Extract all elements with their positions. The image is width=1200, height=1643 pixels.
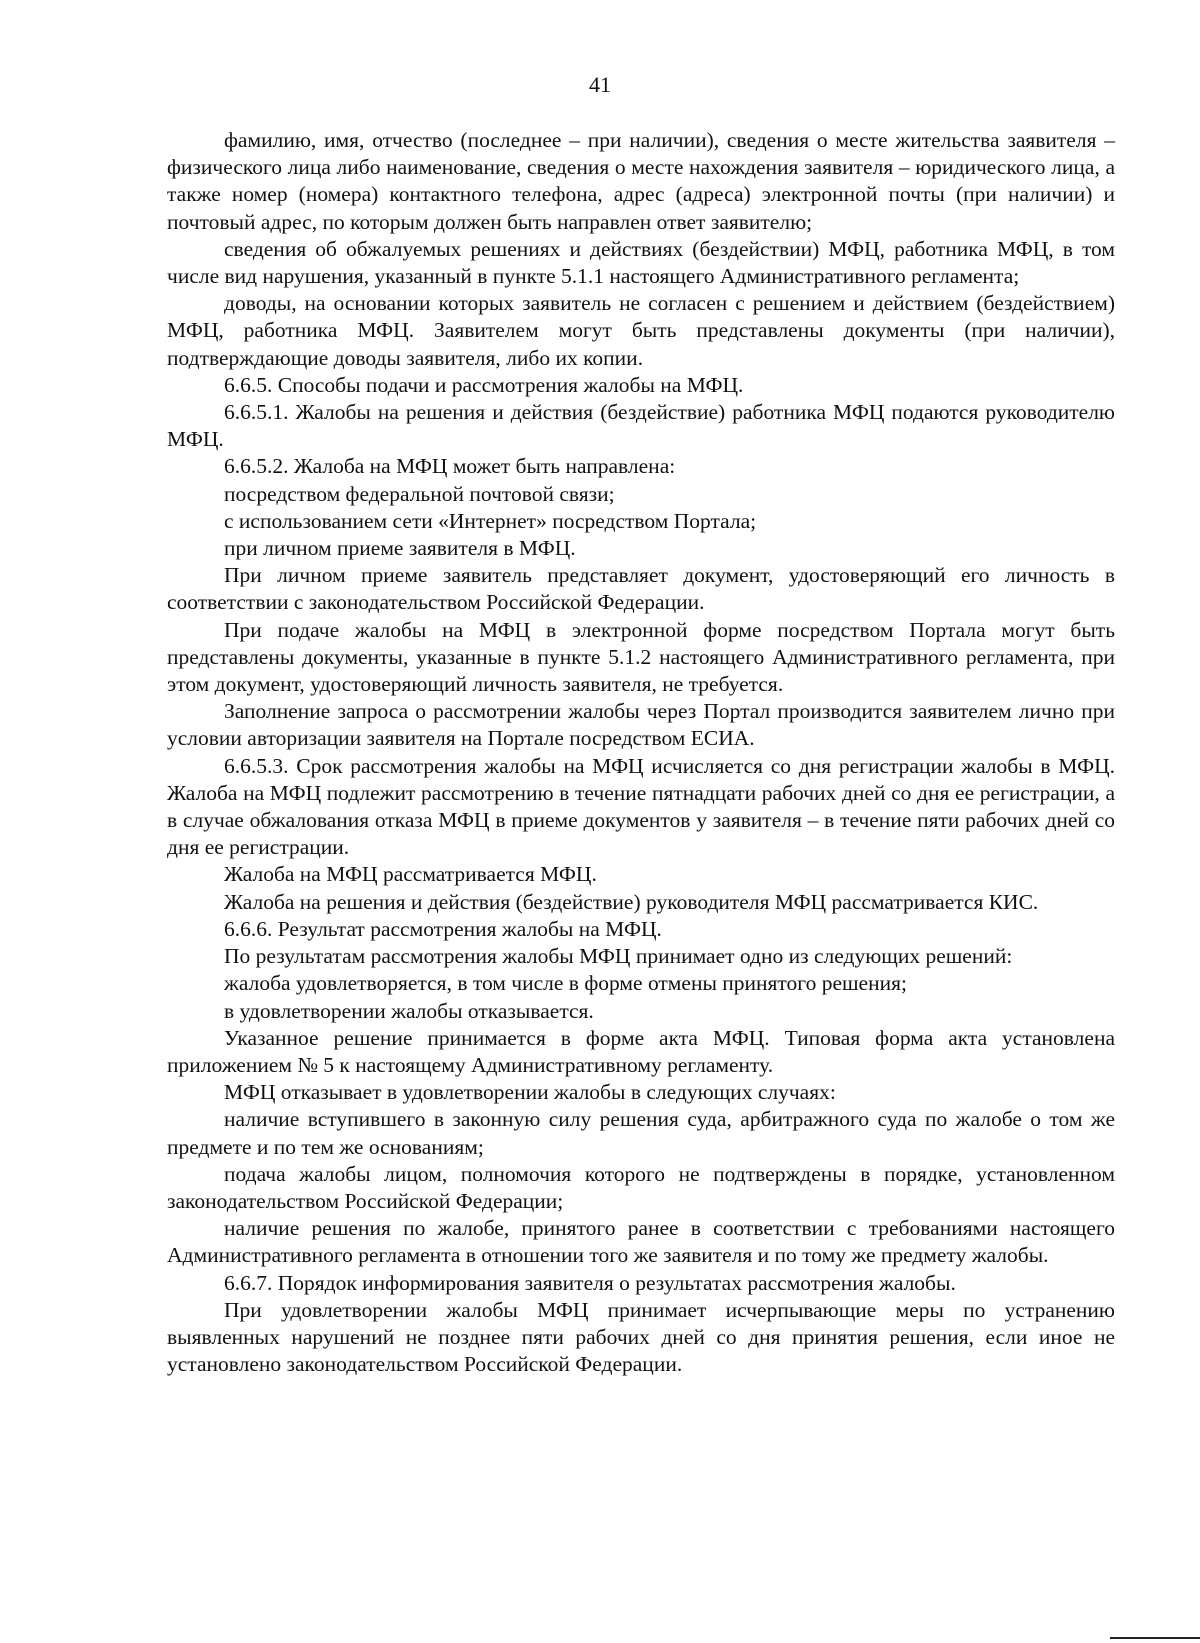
paragraph: МФЦ отказывает в удовлетворении жалобы в следующих случаях: <box>224 1080 836 1105</box>
footer-divider <box>1110 1637 1200 1639</box>
paragraph: При подаче жалобы на МФЦ в электронной форме посредством Портала могут быть представлены документы, указанные в пункте 5.1.2 настоящего Административного регламента, при этом документ, удостоверяющий личность заявителя, не требуется. <box>167 617 1115 697</box>
paragraph: 6.6.5.3. Срок рассмотрения жалобы на МФЦ исчисляется со дня регистрации жалобы в МФЦ. Жалоба на МФЦ подлежит рассмотрению в течение пятнадцати рабочих дней со дня ее регистрации, а в случае обжалования отказа МФЦ в приеме документов у заявителя – в течение пяти рабочих дней со дня ее регистрации. <box>167 753 1115 860</box>
list-item: при личном приеме заявителя в МФЦ. <box>224 536 576 561</box>
paragraph: фамилию, имя, отчество (последнее – при наличии), сведения о месте жительства заявителя – физического лица либо наименование, сведения о месте нахождения заявителя – юридического лица, а также номер (номера) контактного телефона, адрес (адреса) электронной почты (при наличии) и почтовый адрес, по которым должен быть направлен ответ заявителю; <box>167 128 1115 234</box>
paragraph: доводы, на основании которых заявитель не согласен с решением и действием (бездействием) МФЦ, работника МФЦ. Заявителем могут быть представлены документы (при наличии), подтверждающие доводы заявителя, либо их копии. <box>167 291 1115 370</box>
paragraph: Указанное решение принимается в форме акта МФЦ. Типовая форма акта установлена приложением № 5 к настоящему Административному регламенту. <box>167 1025 1115 1077</box>
paragraph: Жалоба на МФЦ рассматривается МФЦ. <box>224 862 597 887</box>
list-item: наличие решения по жалобе, принятого ранее в соответствии с требованиями настоящего Административного регламента в отношении того же заявителя и по тому же предмету жалобы. <box>167 1216 1115 1268</box>
paragraph: Жалоба на решения и действия (бездействие) руководителя МФЦ рассматривается КИС. <box>224 889 1039 914</box>
section-heading: 6.6.5. Способы подачи и рассмотрения жалобы на МФЦ. <box>224 372 744 397</box>
list-item: в удовлетворении жалобы отказывается. <box>224 998 594 1023</box>
list-item: посредством федеральной почтовой связи; <box>224 481 615 506</box>
section-heading: 6.6.6. Результат рассмотрения жалобы на МФЦ. <box>224 916 662 941</box>
paragraph: Заполнение запроса о рассмотрении жалобы через Портал производится заявителем лично при условии авторизации заявителя на Портале посредством ЕСИА. <box>167 699 1115 751</box>
paragraph: сведения об обжалуемых решениях и действиях (бездействии) МФЦ, работника МФЦ, в том числе вид нарушения, указанный в пункте 5.1.1 настоящего Административного регламента; <box>167 236 1115 289</box>
paragraph: По результатам рассмотрения жалобы МФЦ принимает одно из следующих решений: <box>224 944 1013 969</box>
list-item: жалоба удовлетворяется, в том числе в форме отмены принятого решения; <box>224 971 907 996</box>
page-number: 41 <box>589 72 611 97</box>
paragraph: При удовлетворении жалобы МФЦ принимает исчерпывающие меры по устранению выявленных нарушений не позднее пяти рабочих дней со дня принятия решения, если иное не установлено законодательством Российской Федерации. <box>167 1297 1115 1377</box>
paragraph: При личном приеме заявитель представляет документ, удостоверяющий его личность в соответствии с законодательством Российской Федерации. <box>167 563 1115 615</box>
list-item: подача жалобы лицом, полномочия которого не подтверждены в порядке, установленном законодательством Российской Федерации; <box>167 1161 1115 1213</box>
section-heading: 6.6.7. Порядок информирования заявителя о результатах рассмотрения жалобы. <box>224 1270 956 1295</box>
list-item: с использованием сети «Интернет» посредством Портала; <box>224 508 757 533</box>
paragraph: 6.6.5.1. Жалобы на решения и действия (бездействие) работника МФЦ подаются руководителю МФЦ. <box>167 400 1115 452</box>
document-body <box>167 127 1115 1378</box>
list-item: наличие вступившего в законную силу решения суда, арбитражного суда по жалобе о том же предмете и по тем же основаниям; <box>167 1107 1115 1159</box>
paragraph: 6.6.5.2. Жалоба на МФЦ может быть направлена: <box>224 454 676 479</box>
